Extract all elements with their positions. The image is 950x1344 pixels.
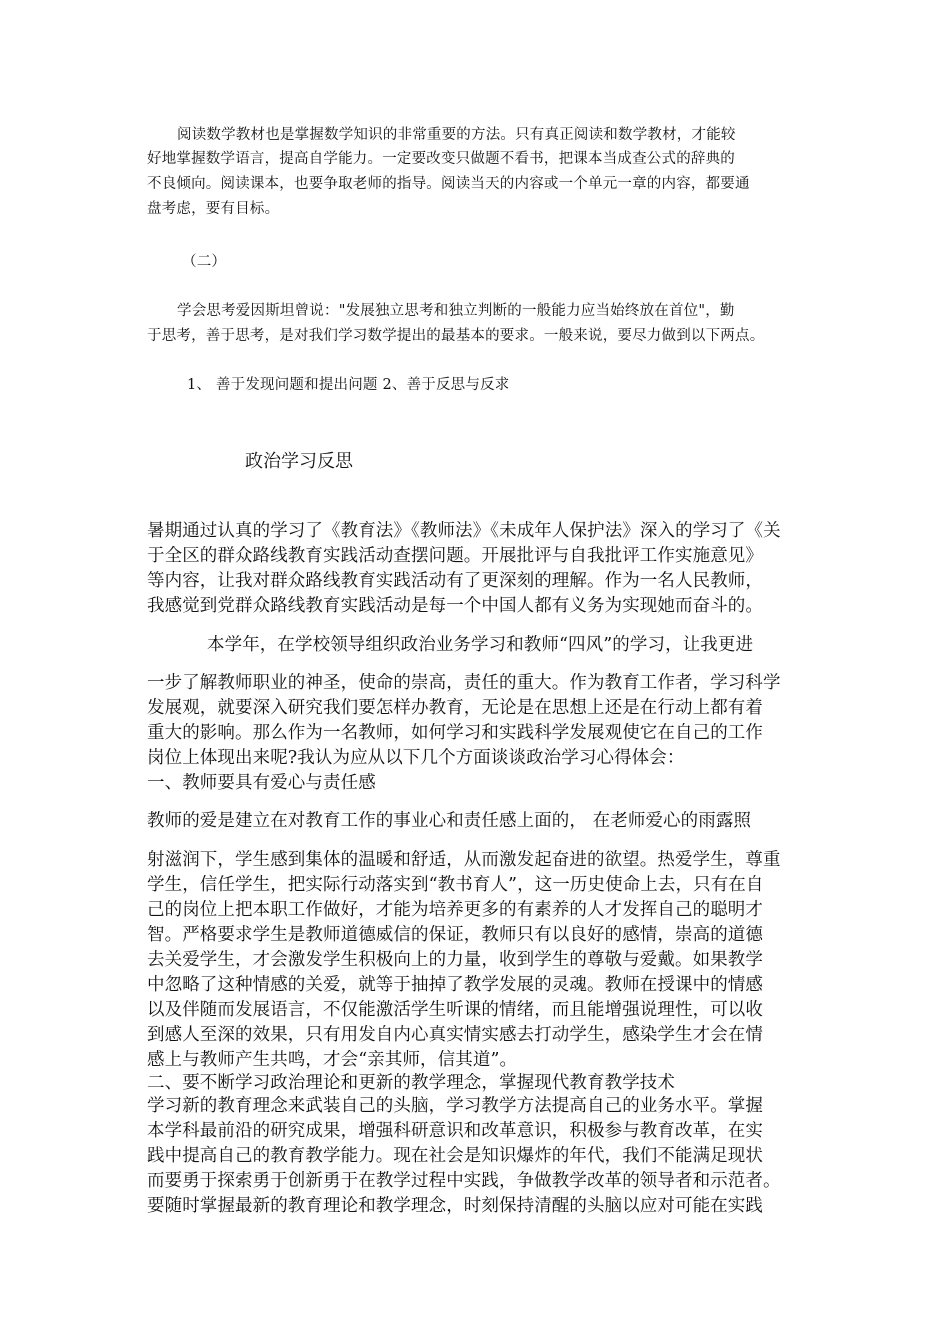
section-heading-2: 二、要不断学习政治理论和更新的教学理念，掌握现代教育教学技术 [147,1073,675,1093]
essay-p2-line-2: 发展观，就要深入研究我们要怎样办教育，无论是在思想上还是在行动上都有着 [147,698,763,718]
section-marker: （二） [182,254,227,270]
love-line-8: 到感人至深的效果，只有用发自内心真实情实感去打动学生，感染学生才会在情 [147,1025,763,1045]
essay-p1-line-1: 暑期通过认真的学习了《教育法》《教师法》《未成年人保护法》深入的学习了《关 [147,521,781,541]
thinking-line-1: 学会思考爱因斯坦曾说："发展独立思考和独立判断的一般能力应当始终放在首位"，勤 [177,303,735,319]
study-line-4: 而要勇于探索勇于创新勇于在教学过程中实践，争做教学改革的领导者和示范者。 [147,1171,781,1191]
study-line-5: 要随时掌握最新的教育理论和教学理念，时刻保持清醒的头脑以应对可能在实践 [147,1196,763,1216]
essay-p2-line-3: 重大的影响。那么作为一名教师，如何学习和实践科学发展观使它在自己的工作 [147,723,763,743]
intro-line-1: 阅读数学教材也是掌握数学知识的非常重要的方法。只有真正阅读和数学教材，才能较 [177,127,736,143]
love-line-9: 感上与教师产生共鸣，才会“亲其师，信其道”。 [147,1050,518,1070]
study-line-1: 学习新的教育理念来武装自己的头脑，学习教学方法提高自己的业务水平。掌握 [147,1096,763,1116]
love-line-1: 射滋润下，学生感到集体的温暖和舒适，从而激发起奋进的欲望。热爱学生，尊重 [147,850,781,870]
study-line-2: 本学科最前沿的研究成果，增强科研意识和改革意识，积极参与教育改革，在实 [147,1121,763,1141]
intro-line-3: 不良倾向。阅读课本，也要争取老师的指导。阅读当天的内容或一个单元一章的内容，都要通 [147,176,750,192]
love-line-5: 去关爱学生，才会激发学生积极向上的力量，收到学生的尊敬与爱戴。如果教学 [147,950,763,970]
essay-p2-first-line: 本学年，在学校领导组织政治业务学习和教师“四风”的学习，让我更进 [207,635,754,655]
two-points-line: 1、 善于发现问题和提出问题 2、善于反思与反求 [187,377,510,393]
love-first-line: 教师的爱是建立在对教育工作的事业心和责任感上面的， 在老师爱心的雨露照 [147,811,752,831]
essay-p1-line-4: 我感觉到党群众路线教育实践活动是每一个中国人都有义务为实现她而奋斗的。 [147,596,763,616]
intro-line-4: 盘考虑，要有目标。 [147,201,280,217]
thinking-line-2: 于思考，善于思考，是对我们学习数学提出的最基本的要求。一般来说，要尽力做到以下两点。 [147,328,765,344]
essay-p1-line-3: 等内容，让我对群众路线教育实践活动有了更深刻的理解。作为一名人民教师， [147,571,763,591]
section-heading-1: 一、教师要具有爱心与责任感 [147,773,376,793]
study-line-3: 践中提高自己的教育教学能力。现在社会是知识爆炸的年代，我们不能满足现状 [147,1146,763,1166]
love-line-7: 以及伴随而发展语言，不仅能激活学生听课的情绪，而且能增强说理性，可以收 [147,1000,763,1020]
love-line-3: 己的岗位上把本职工作做好，才能为培养更多的有素养的人才发挥自己的聪明才 [147,900,763,920]
essay-title: 政治学习反思 [245,451,353,472]
essay-p2-line-1: 一步了解教师职业的神圣，使命的崇高，责任的重大。作为教育工作者，学习科学 [147,673,781,693]
love-line-4: 智。严格要求学生是教师道德威信的保证，教师只有以良好的感情，崇高的道德 [147,925,763,945]
intro-line-2: 好地掌握数学语言，提高自学能力。一定要改变只做题不看书，把课本当成查公式的辞典的 [147,151,735,167]
love-line-6: 中忽略了这种情感的关爱，就等于抽掉了教学发展的灵魂。教师在授课中的情感 [147,975,763,995]
essay-p2-line-4: 岗位上体现出来呢?我认为应从以下几个方面谈谈政治学习心得体会： [147,748,685,768]
love-line-2: 学生，信任学生，把实际行动落实到“教书育人”，这一历史使命上去，只有在自 [147,875,764,895]
essay-p1-line-2: 于全区的群众路线教育实践活动查摆问题。开展批评与自我批评工作实施意见》 [147,546,763,566]
